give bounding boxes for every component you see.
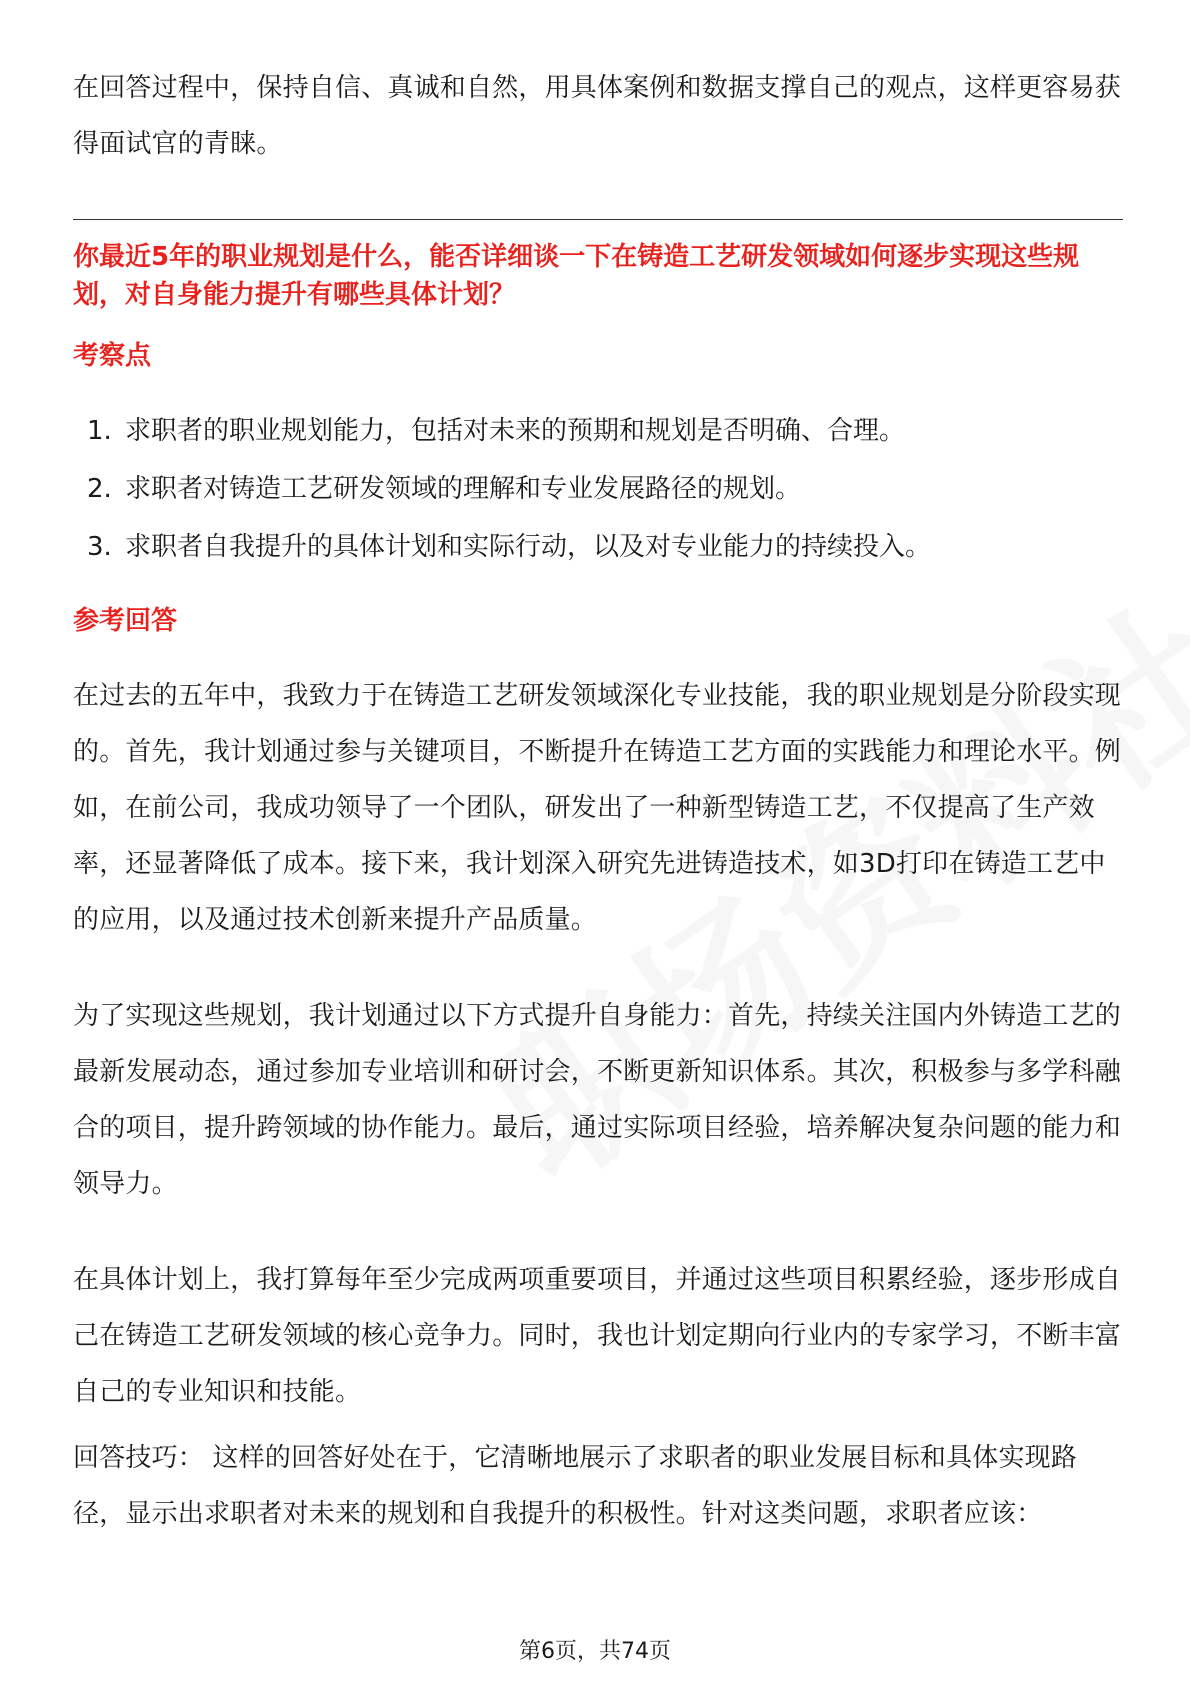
list-item-number: 3. — [87, 532, 112, 562]
document-page — [73, 0, 1123, 1684]
answer-paragraph-2: 为了实现这些规划，我计划通过以下方式提升自身能力：首先，持续关注国内外铸造工艺的最新发展动态，通过参加专业培训和研讨会，不断更新知识体系。其次，积极参与多学科融合的项目，提升跨领域的协作能力。最后，通过实际项目经验，培养解决复杂问题的能力和领导力。 — [73, 1001, 1122, 1199]
answer-paragraph-1: 在过去的五年中，我致力于在铸造工艺研发领域深化专业技能，我的职业规划是分阶段实现的。首先，我计划通过参与关键项目，不断提升在铸造工艺方面的实践能力和理论水平。例如，在前公司，我成功领导了一个团队，研发出了一种新型铸造工艺，不仅提高了生产效率，还显著降低了成本。接下来，我计划深入研究先进铸造技术，如3D打印在铸造工艺中的应用，以及通过技术创新来提升产品质量。 — [73, 681, 1122, 935]
answer-paragraph-3: 在具体计划上，我打算每年至少完成两项重要项目，并通过这些项目积累经验，逐步形成自己在铸造工艺研发领域的核心竞争力。同时，我也计划定期向行业内的专家学习，不断丰富自己的专业知识和技能。 — [73, 1265, 1122, 1407]
list-item — [87, 460, 1117, 518]
list-item-text: 求职者的职业规划能力，包括对未来的预期和规划是否明确、合理。 — [125, 416, 906, 446]
list-item-text: 求职者自我提升的具体计划和实际行动，以及对专业能力的持续投入。 — [125, 532, 932, 562]
list-item-text: 求职者对铸造工艺研发领域的理解和专业发展路径的规划。 — [125, 474, 802, 504]
question-heading: 你最近5年的职业规划是什么，能否详细谈一下在铸造工艺研发领域如何逐步实现这些规划，对自身能力提升有哪些具体计划？ — [73, 242, 1080, 310]
section-divider — [73, 219, 1123, 220]
section-title-answer: 参考回答 — [73, 606, 178, 636]
list-item-number: 1. — [87, 416, 112, 446]
intro-paragraph: 在回答过程中，保持自信、真诚和自然，用具体案例和数据支撑自己的观点，这样更容易获得面试官的青睐。 — [73, 73, 1122, 159]
answer-tips-paragraph: 回答技巧： 这样的回答好处在于，它清晰地展示了求职者的职业发展目标和具体实现路径，显示出求职者对未来的规划和自我提升的积极性。针对这类问题，求职者应该： — [73, 1443, 1078, 1529]
section-title-points: 考察点 — [73, 341, 152, 371]
page-number-footer: 第6页，共74页 — [519, 1639, 671, 1664]
list-item — [87, 402, 1117, 460]
points-list — [87, 402, 1117, 576]
list-item — [87, 518, 1117, 576]
list-item-number: 2. — [87, 474, 112, 504]
